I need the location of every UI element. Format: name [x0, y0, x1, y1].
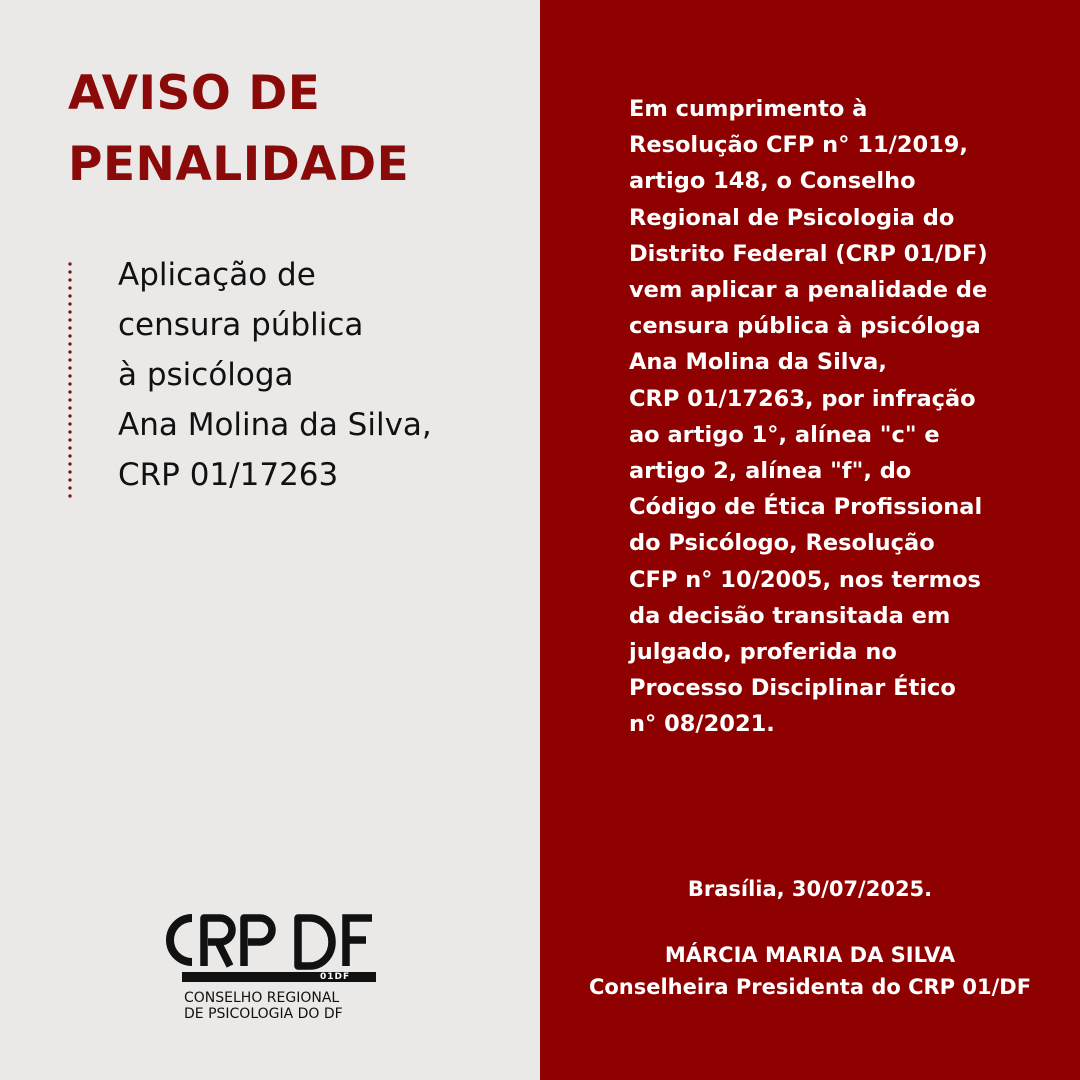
- body-line: n° 08/2021.: [629, 711, 775, 738]
- title-line-1: AVISO DE: [68, 66, 321, 121]
- body-line: Regional de Psicologia do: [629, 204, 955, 231]
- subtitle-line: CRP 01/17263: [118, 457, 339, 493]
- body-line: artigo 2, alínea "f", do: [629, 458, 912, 485]
- body-line: Em cumprimento à: [629, 96, 868, 122]
- body-line: Resolução CFP n° 11/2019,: [629, 132, 968, 159]
- body-line: CFP n° 10/2005, nos termos: [629, 566, 981, 593]
- subtitle: [118, 250, 432, 500]
- page-title: [68, 58, 409, 200]
- notice-body: [629, 91, 988, 743]
- body-line: do Psicólogo, Resolução: [629, 530, 935, 557]
- body-line: Ana Molina da Silva,: [629, 349, 887, 376]
- crp-df-logo-line-2: DE PSICOLOGIA DO DF: [184, 1006, 343, 1022]
- body-line: julgado, proferida no: [629, 639, 897, 666]
- body-line: Processo Disciplinar Ético: [629, 675, 956, 702]
- crp-df-logo-mark: [158, 910, 376, 970]
- crp-df-logo-line-1: CONSELHO REGIONAL: [184, 990, 340, 1006]
- body-line: da decisão transitada em: [629, 602, 951, 629]
- subtitle-line: censura pública: [118, 307, 364, 343]
- body-line: censura pública à psicóloga: [629, 313, 981, 340]
- subtitle-line: à psicóloga: [118, 357, 294, 393]
- dotted-divider: [67, 260, 73, 498]
- signature-date: Brasília, 30/07/2025.: [687, 877, 933, 901]
- crp-df-logo-badge: 01DF: [320, 972, 351, 982]
- body-line: vem aplicar a penalidade de: [629, 277, 988, 304]
- body-line: artigo 148, o Conselho: [629, 168, 916, 195]
- subtitle-line: Ana Molina da Silva,: [118, 407, 432, 443]
- body-line: CRP 01/17263, por infração: [629, 385, 976, 412]
- signer-name: MÁRCIA MARIA DA SILVA: [664, 943, 956, 967]
- title-line-2: PENALIDADE: [68, 137, 410, 192]
- body-line: Distrito Federal (CRP 01/DF): [629, 240, 988, 267]
- body-line: ao artigo 1°, alínea "c" e: [629, 421, 940, 448]
- subtitle-line: Aplicação de: [118, 257, 316, 293]
- crp-df-logo: [158, 910, 388, 1030]
- signer-role: Conselheira Presidenta do CRP 01/DF: [588, 975, 1032, 999]
- body-line: Código de Ética Profissional: [629, 494, 983, 521]
